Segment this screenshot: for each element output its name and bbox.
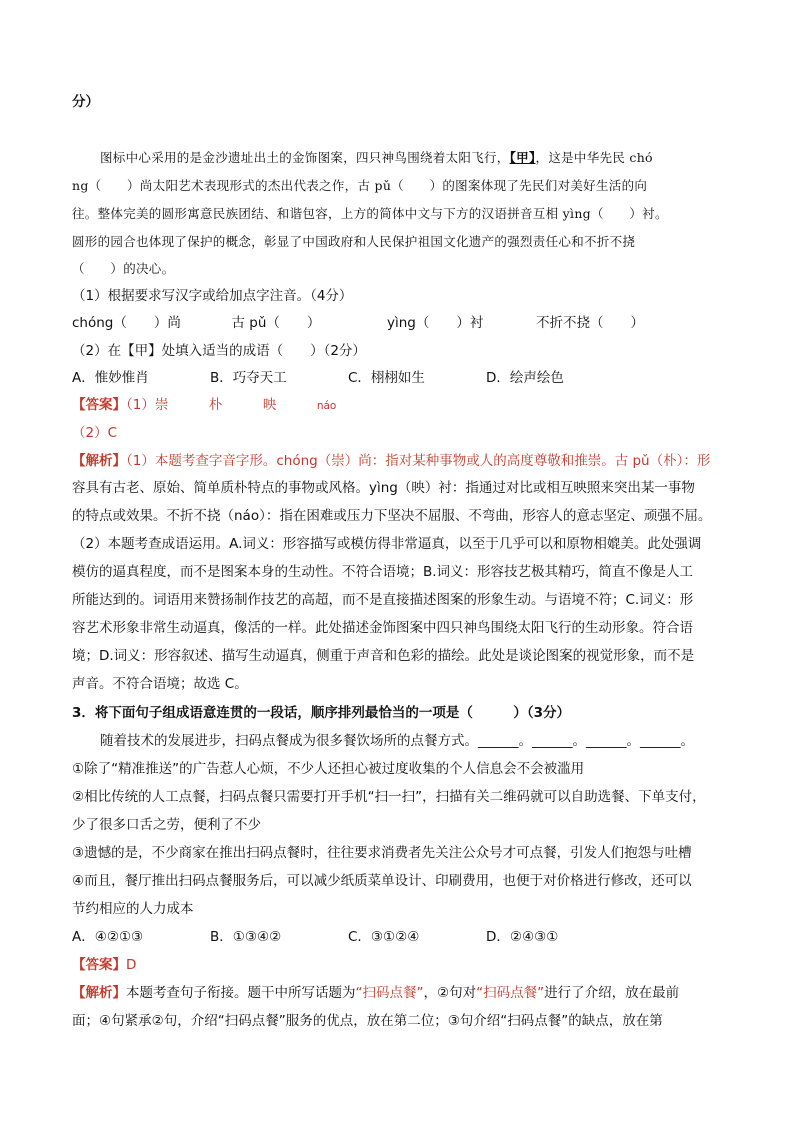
- analysis-1-line-5: 模仿的逼真程度，而不是图案本身的生动性。不符合语境；B.词义：形容技艺极其精巧，简直不像是人工: [72, 564, 694, 580]
- q2-option: D．绘声绘色: [486, 370, 564, 386]
- header-fragment: 分）: [72, 94, 99, 110]
- passage-line-1: [100, 148, 653, 168]
- q1-item: chóng（ ）尚: [72, 315, 181, 331]
- answer-text: （1）崇 朴 映: [126, 397, 317, 413]
- analysis-1-line-9: 声音。不符合语境；故选 C。: [72, 676, 248, 692]
- q3-sentence-2a: ②相比传统的人工点餐，扫码点餐只需要打开手机“扫一扫”，扫描有关二维码就可以自助选餐、下单支付，: [72, 789, 706, 805]
- passage-text: ，这是中华先民 chó: [535, 150, 653, 165]
- q3-sentence-4b: 节约相应的人力成本: [72, 901, 194, 917]
- answer-1-part-2: （2）C: [72, 425, 118, 441]
- answer-label: 【答案】: [72, 397, 126, 413]
- answer-3: [72, 955, 136, 975]
- q3-options: [72, 927, 558, 947]
- passage-line-3: 往。整体完美的圆形寓意民族团结、和谐包容，上方的简体中文与下方的汉语拼音互相 yìng（ ）衬。: [72, 206, 668, 221]
- blank-jia: 【甲】: [509, 150, 536, 165]
- passage-line-2: ng（ ）尚太阳艺术表现形式的杰出代表之作，古 pǔ（ ）的图案体现了先民们对美好生活的向: [72, 178, 648, 193]
- answer-pinyin: náo: [316, 400, 337, 412]
- q1-item: 古 pǔ（ ）: [231, 315, 321, 331]
- answer-text: D: [126, 957, 137, 973]
- analysis-1-line-1: [72, 451, 710, 471]
- q1-item: 不折不挠（ ）: [535, 315, 644, 331]
- q2-options: [72, 368, 564, 388]
- q3-option: A．④②①③: [72, 929, 144, 945]
- q3-sentence-4a: ④而且，餐厅推出扫码点餐服务后，可以减少纸质菜单设计、印刷费用，也便于对价格进行修改，还可以: [72, 873, 692, 889]
- q3-option: D．②④③①: [486, 929, 559, 945]
- analysis-1-line-3: 的特点或效果。不折不挠（náo）：指在困难或压力下坚决不屈服、不弯曲，形容人的意志坚定、顽强不屈。: [72, 508, 712, 524]
- analysis-1-line-6: 所能达到的。词语用来赞扬制作技艺的高超，而不是直接描述图案的形象生动。与语境不符；C.词义：形: [72, 592, 694, 608]
- passage-line-4: 圆形的园合也体现了保护的概念，彰显了中国政府和人民保护祖国文化遗产的强烈责任心和不折不挠: [72, 234, 636, 249]
- analysis-1-line-4: （2）本题考查成语运用。A.词义：形容描写或模仿得非常逼真，以至于几乎可以和原物相媲美。此处强调: [72, 536, 702, 552]
- q1-items: [72, 313, 644, 333]
- answer-label: 【答案】: [72, 957, 126, 973]
- analysis-3-line-2: 面；④句紧承②句，介绍“扫码点餐”服务的优点，放在第二位；③句介绍“扫码点餐”的缺点，放在第: [72, 1013, 663, 1029]
- q3-option: C．③①②④: [348, 929, 420, 945]
- q1-item: yìng（ ）衬: [386, 315, 484, 331]
- q3-lead: 随着技术的发展进步，扫码点餐成为很多餐饮场所的点餐方式。______。______。______。______。: [100, 733, 694, 749]
- analysis-1-line-2: 容具有古老、原始、简单质朴特点的事物或风格。yìng（映）衬：指通过对比或相互映照来突出某一事物: [72, 480, 695, 496]
- analysis-text: 进行了介绍，放在最前: [544, 985, 680, 1001]
- analysis-label: 【解析】: [72, 985, 126, 1001]
- q2-prompt: （2）在【甲】处填入适当的成语（ ）（2分）: [72, 343, 366, 359]
- analysis-3-line-1: [72, 983, 679, 1003]
- passage-text: 图标中心采用的是金沙遗址出土的金饰图案，四只神鸟围绕着太阳飞行，: [100, 150, 510, 165]
- q3-title: 3．将下面句子组成语意连贯的一段话，顺序排列最恰当的一项是（ ）（3分）: [72, 705, 571, 721]
- analysis-label: 【解析】: [72, 453, 126, 469]
- q2-option: C．栩栩如生: [348, 370, 425, 386]
- analysis-text: 本题考查句子衔接。题干中所写话题为: [126, 985, 356, 1001]
- analysis-highlight: “扫码点餐”: [476, 985, 545, 1001]
- analysis-text: （1）本题考查字音字形。chóng（崇）尚：指对某种事物或人的高度尊敬和推崇。古 pǔ（朴）：形: [126, 453, 711, 469]
- answer-1: [72, 395, 336, 416]
- analysis-highlight: “扫码点餐”: [355, 985, 424, 1001]
- q3-sentence-1: ①除了“精准推送”的广告惹人心烦，不少人还担心被过度收集的个人信息会不会被滥用: [72, 761, 585, 777]
- analysis-text: ，②句对: [423, 985, 477, 1001]
- q3-sentence-3: ③遗憾的是，不少商家在推出扫码点餐时，往往要求消费者先关注公众号才可点餐，引发人们抱怨与吐槽: [72, 845, 692, 861]
- q1-prompt: （1）根据要求写汉字或给加点字注音。（4分）: [72, 288, 353, 304]
- analysis-1-line-8: 境；D.词义：形容叙述、描写生动逼真，侧重于声音和色彩的描绘。此处是谈论图案的视觉形象，而不是: [72, 648, 695, 664]
- passage-line-5: （ ）的决心。: [72, 261, 175, 276]
- q3-option: B．①③④②: [210, 929, 282, 945]
- q2-option: A．惟妙惟肖: [72, 370, 149, 386]
- q2-option: B．巧夺天工: [210, 370, 287, 386]
- q3-sentence-2b: 少了很多口舌之劳，便利了不少: [72, 817, 261, 833]
- analysis-1-line-7: 容艺术形象非常生动逼真，像活的一样。此处描述金饰图案中四只神鸟围绕太阳飞行的生动形象。符合语: [72, 620, 693, 636]
